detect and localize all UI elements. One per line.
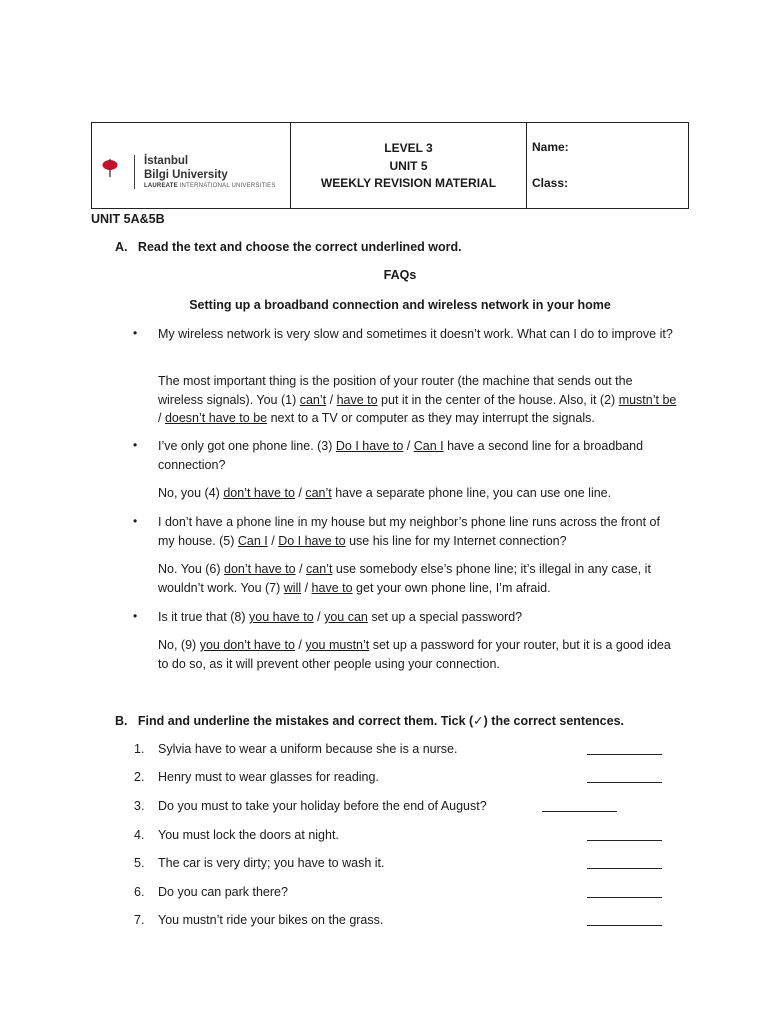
option-1b[interactable]: have to xyxy=(336,392,378,407)
item-sentence: Do you can park there? xyxy=(158,885,288,899)
item-number: 4. xyxy=(134,828,145,842)
section-b-heading: B. Find and underline the mistakes and correct them. Tick (✓) the correct sentences. xyxy=(115,714,624,728)
item-number: 7. xyxy=(134,913,145,927)
answer-1: The most important thing is the position of your router (the machine that sends out the wireless signals). You (1) can’t / have to put it in the center of the house. Also, it (2) mustn’t be / doesn’t have to be next to a TV or computer as they may interrupt the signals. xyxy=(158,374,677,425)
option-2b[interactable]: doesn’t have to be xyxy=(164,411,268,425)
bullet-icon: • xyxy=(133,438,138,452)
answer-blank[interactable] xyxy=(587,857,662,869)
faq-subtitle: Setting up a broadband connection and wireless network in your home xyxy=(189,298,611,312)
unit-label: UNIT 5 xyxy=(389,158,428,173)
option-3b[interactable]: Can I xyxy=(413,439,444,453)
option-9a[interactable]: you don’t have to xyxy=(199,638,295,652)
option-4b[interactable]: can’t xyxy=(305,486,332,500)
university-logo-icon xyxy=(101,158,119,178)
item-sentence: You mustn’t ride your bikes on the grass. xyxy=(158,913,384,927)
question-3: I don’t have a phone line in my house but my neighbor’s phone line runs across the front of my house. (5) Can I / Do I have to use his line for my Internet connection? xyxy=(158,515,660,548)
option-7b[interactable]: have to xyxy=(311,580,353,595)
answer-blank[interactable] xyxy=(587,914,662,926)
option-5b[interactable]: Do I have to xyxy=(278,533,346,548)
title-cell xyxy=(291,123,527,208)
item-sentence: Sylvia have to wear a uniform because she is a nurse. xyxy=(158,742,458,756)
item-sentence: You must lock the doors at night. xyxy=(158,828,339,842)
item-sentence: Henry must to wear glasses for reading. xyxy=(158,770,379,784)
answer-4: No, (9) you don’t have to / you mustn’t set up a password for your router, but it is a good idea to do so, as it will prevent other people using your connection. xyxy=(158,638,671,671)
answer-blank[interactable] xyxy=(587,743,662,755)
material-label: WEEKLY REVISION MATERIAL xyxy=(320,176,497,190)
question-4: Is it true that (8) you have to / you can set up a special password? xyxy=(158,610,523,624)
student-info-cell xyxy=(527,123,688,208)
answer-blank[interactable] xyxy=(587,829,662,841)
option-6b[interactable]: can’t xyxy=(306,562,333,576)
option-8a[interactable]: you have to xyxy=(249,610,314,624)
item-sentence: Do you must to take your holiday before the end of August? xyxy=(158,799,487,813)
answer-blank[interactable] xyxy=(587,886,662,898)
bullet-icon: • xyxy=(133,609,138,623)
option-2a[interactable]: mustn’t be xyxy=(618,392,677,407)
option-6a[interactable]: don’t have to xyxy=(224,562,296,576)
unit-title: UNIT 5A&5B xyxy=(91,212,165,226)
bullet-icon: • xyxy=(133,326,138,340)
item-number: 3. xyxy=(134,799,145,813)
question-2: I’ve only got one phone line. (3) Do I have to / Can I have a second line for a broadband connection? xyxy=(158,439,644,472)
item-number: 2. xyxy=(134,770,145,784)
option-1a[interactable]: can’t xyxy=(299,392,327,407)
section-a-heading: A. Read the text and choose the correct underlined word. xyxy=(115,240,462,254)
answer-blank[interactable] xyxy=(587,771,662,783)
option-4a[interactable]: don’t have to xyxy=(223,486,295,500)
option-9b[interactable]: you mustn’t xyxy=(305,638,370,652)
logo-text-istanbul: İstanbul xyxy=(144,155,189,167)
item-number: 5. xyxy=(134,856,145,870)
answer-2: No, you (4) don’t have to / can’t have a separate phone line, you can use one line. xyxy=(158,486,612,500)
header-table xyxy=(91,122,689,209)
answer-blank[interactable] xyxy=(542,800,617,812)
class-label: Class: xyxy=(532,176,569,190)
logo-text-bilgi: Bilgi University xyxy=(144,169,228,181)
item-number: 6. xyxy=(134,885,145,899)
logo-divider xyxy=(134,155,135,189)
option-3a[interactable]: Do I have to xyxy=(335,439,404,453)
item-number: 1. xyxy=(134,742,145,756)
answer-3: No. You (6) don’t have to / can’t use somebody else’s phone line; it’s illegal in any case, it wouldn’t work. You (7) will / have to get your own phone line, I’m afraid. xyxy=(158,562,651,595)
level-label: LEVEL 3 xyxy=(384,141,433,155)
logo-cell xyxy=(92,123,291,208)
option-8b[interactable]: you can xyxy=(324,610,368,624)
item-sentence: The car is very dirty; you have to wash it. xyxy=(158,856,385,870)
bullet-icon: • xyxy=(133,514,138,528)
option-7a[interactable]: will xyxy=(283,580,302,595)
name-label: Name: xyxy=(532,140,569,154)
logo-text-laureate: LAUREATE INTERNATIONAL UNIVERSITIES xyxy=(144,183,276,189)
faq-title: FAQs xyxy=(383,268,417,282)
option-5a[interactable]: Can I xyxy=(237,533,268,548)
question-1: My wireless network is very slow and sometimes it doesn’t work. What can I do to improve it? xyxy=(158,327,673,341)
